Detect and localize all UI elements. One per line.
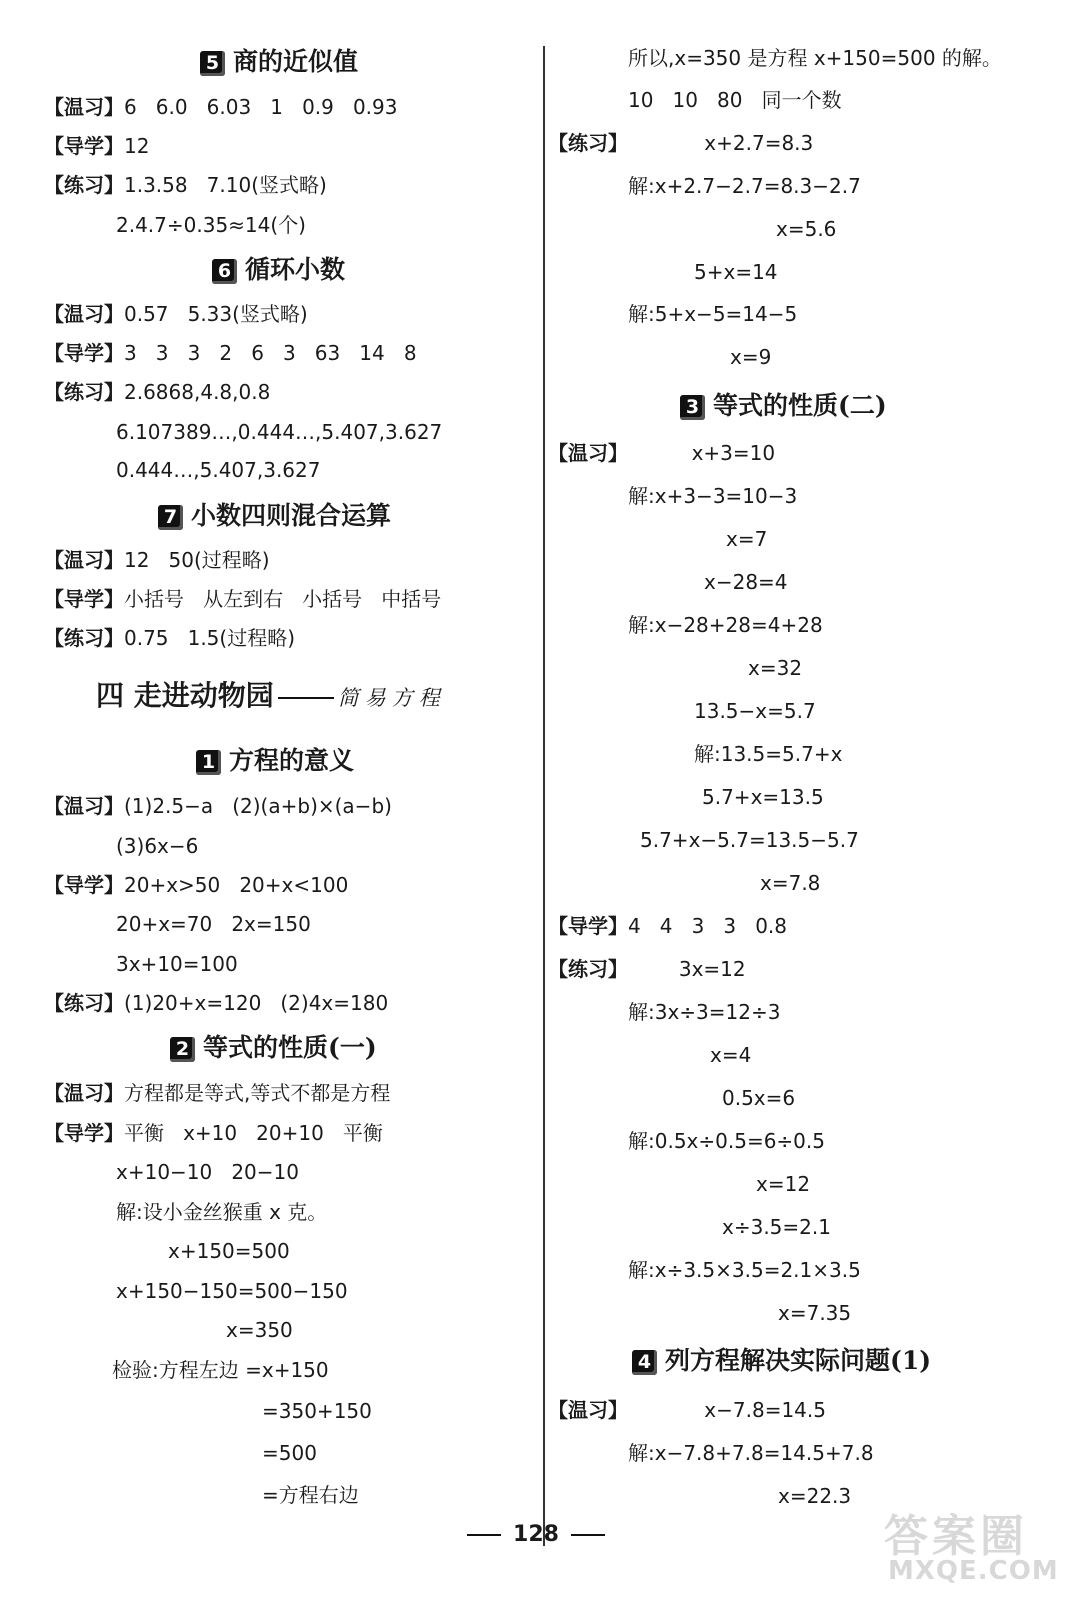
- section-heading: [212, 254, 345, 286]
- answer-text: x+150−150=500−150: [116, 1279, 348, 1303]
- answer-text: 5.7+x−5.7=13.5−5.7: [640, 828, 859, 852]
- answer-text: x=22.3: [778, 1484, 852, 1508]
- answer-line: [44, 1079, 390, 1107]
- answer-text: 解:5+x−5=14−5: [628, 302, 798, 326]
- section-tag: 【温习】: [44, 302, 124, 326]
- section-title: 等式的性质(一): [203, 1033, 377, 1062]
- answer-line: [44, 546, 270, 574]
- answer-text: =方程右边: [262, 1483, 359, 1507]
- answer-line: [548, 912, 787, 940]
- answer-line: [548, 955, 746, 983]
- answer-text: x−28=4: [704, 570, 788, 594]
- answer-text: x=350: [226, 1318, 293, 1342]
- section-heading: [680, 390, 887, 422]
- answer-text: x=7: [726, 527, 768, 551]
- answer-text: x=5.6: [776, 217, 837, 241]
- section-title: 列方程解决实际问题(1): [665, 1346, 932, 1375]
- answer-line: [704, 568, 788, 596]
- answer-text: x=7.35: [778, 1301, 852, 1325]
- answer-line: [628, 172, 861, 200]
- answer-line: [778, 1482, 851, 1510]
- answer-line: [44, 132, 149, 160]
- answer-line: [756, 1170, 810, 1198]
- answer-text: 解:0.5x÷0.5=6÷0.5: [628, 1129, 825, 1153]
- answer-line: [168, 1237, 290, 1265]
- answer-text: x+2.7=8.3: [628, 131, 814, 155]
- answer-text: x=4: [710, 1043, 752, 1067]
- section-title: 商的近似值: [233, 47, 359, 76]
- answer-line: [548, 439, 775, 467]
- section-tag: 【练习】: [44, 626, 124, 650]
- answer-text: x+150=500: [168, 1239, 290, 1263]
- answer-line: [262, 1481, 359, 1509]
- answer-text: 解:x−7.8+7.8=14.5+7.8: [628, 1441, 874, 1465]
- section-tag: 【导学】: [44, 873, 124, 897]
- chapter-subtitle: 简易方程: [337, 686, 446, 710]
- section-tag: 【温习】: [548, 441, 628, 465]
- section-heading: [170, 1032, 377, 1064]
- answer-text: 0.75 1.5(过程略): [124, 626, 296, 650]
- answer-line: [710, 1041, 751, 1069]
- answer-line: [116, 950, 238, 978]
- answer-text: (1)2.5−a (2)(a+b)×(a−b): [124, 794, 392, 818]
- section-number-badge: 2: [170, 1037, 195, 1062]
- answer-text: x=32: [748, 656, 803, 680]
- section-title: 小数四则混合运算: [191, 501, 392, 530]
- answer-line: [628, 998, 780, 1026]
- answer-line: [748, 654, 802, 682]
- answer-text: x=9: [730, 345, 772, 369]
- answer-line: [628, 1127, 825, 1155]
- answer-text: 13.5−x=5.7: [694, 699, 816, 723]
- section-tag: 【导学】: [548, 914, 628, 938]
- answer-line: [44, 171, 327, 199]
- answer-text: 12 50(过程略): [124, 548, 270, 572]
- section-number-badge: 3: [680, 395, 705, 420]
- answer-line: [116, 211, 306, 239]
- section-tag: 【导学】: [44, 134, 124, 158]
- answer-line: [112, 1356, 329, 1384]
- section-title: 循环小数: [245, 255, 346, 284]
- answer-text: 2.4.7÷0.35≈14(个): [116, 213, 306, 237]
- answer-line: [44, 1119, 383, 1147]
- answer-text: x+10−10 20−10: [116, 1160, 299, 1184]
- answer-text: 解:13.5=5.7+x: [694, 742, 843, 766]
- answer-line: [116, 832, 198, 860]
- section-tag: 【导学】: [44, 587, 124, 611]
- section-tag: 【练习】: [44, 173, 124, 197]
- section-heading: [632, 1345, 931, 1377]
- answer-line: [548, 1396, 826, 1424]
- answer-text: 解:3x÷3=12÷3: [628, 1000, 781, 1024]
- answer-line: [116, 1277, 348, 1305]
- answer-text: 20+x>50 20+x<100: [124, 873, 349, 897]
- answer-line: [628, 1439, 874, 1467]
- answer-line: [116, 456, 320, 484]
- answer-line: [640, 826, 859, 854]
- section-number-badge: 5: [200, 51, 225, 76]
- answer-text: (1)20+x=120 (2)4x=180: [124, 991, 389, 1015]
- answer-text: 解:x+3−3=10−3: [628, 484, 798, 508]
- answer-line: [628, 482, 797, 510]
- answer-text: 4 4 3 3 0.8: [628, 914, 787, 938]
- answer-line: [778, 1299, 851, 1327]
- answer-line: [730, 343, 771, 371]
- answer-line: [44, 792, 392, 820]
- answer-line: [548, 129, 813, 157]
- answer-text: x−7.8=14.5: [628, 1398, 826, 1422]
- watermark-logo: 答案圈 MXQE.COM: [884, 1511, 1059, 1586]
- answer-text: 小括号 从左到右 小括号 中括号: [124, 587, 442, 611]
- answer-line: [694, 258, 778, 286]
- answer-text: 方程都是等式,等式不都是方程: [124, 1081, 391, 1105]
- section-tag: 【导学】: [44, 341, 124, 365]
- answer-text: 解:x÷3.5×3.5=2.1×3.5: [628, 1258, 861, 1282]
- answer-text: =350+150: [262, 1399, 372, 1423]
- answer-text: 解:x−28+28=4+28: [628, 613, 823, 637]
- answer-line: [44, 93, 398, 121]
- column-divider: [543, 46, 545, 1546]
- chapter-title: 四 走进动物园: [96, 679, 274, 712]
- answer-text: 3x=12: [628, 957, 746, 981]
- answer-text: 0.5x=6: [722, 1086, 796, 1110]
- answer-text: x=7.8: [760, 871, 821, 895]
- answer-text: 6 6.0 6.03 1 0.9 0.93: [124, 95, 398, 119]
- answer-line: [262, 1439, 317, 1467]
- answer-line: [44, 989, 388, 1017]
- section-number-badge: 1: [196, 750, 221, 775]
- section-tag: 【导学】: [44, 1121, 124, 1145]
- answer-line: [116, 910, 311, 938]
- answer-text: 解:设小金丝猴重 x 克。: [116, 1200, 328, 1224]
- section-number-badge: 4: [632, 1350, 657, 1375]
- answer-line: [702, 783, 824, 811]
- section-tag: 【温习】: [44, 1081, 124, 1105]
- section-heading: [200, 46, 358, 78]
- section-number-badge: 6: [212, 259, 237, 284]
- answer-line: [776, 215, 836, 243]
- answer-text: x÷3.5=2.1: [722, 1215, 831, 1239]
- answer-line: [44, 300, 308, 328]
- answer-text: (3)6x−6: [116, 834, 199, 858]
- answer-text: 解:x+2.7−2.7=8.3−2.7: [628, 174, 861, 198]
- section-tag: 【温习】: [44, 794, 124, 818]
- section-tag: 【练习】: [44, 991, 124, 1015]
- answer-line: [44, 585, 441, 613]
- answer-line: [628, 1256, 861, 1284]
- answer-text: 2.6868,4.8,0.8: [124, 380, 271, 404]
- answer-line: [262, 1397, 372, 1425]
- answer-line: [694, 697, 816, 725]
- answer-text: 12: [124, 134, 150, 158]
- answer-line: [44, 339, 417, 367]
- answer-line: [44, 871, 348, 899]
- section-heading: [196, 745, 354, 777]
- answer-text: 0.444…,5.407,3.627: [116, 458, 321, 482]
- answer-text: 平衡 x+10 20+10 平衡: [124, 1121, 383, 1145]
- answer-line: [628, 611, 823, 639]
- answer-text: 所以,x=350 是方程 x+150=500 的解。: [628, 46, 1002, 70]
- section-tag: 【温习】: [548, 1398, 628, 1422]
- section-number-badge: 7: [158, 505, 183, 530]
- answer-text: x+3=10: [628, 441, 776, 465]
- answer-text: =500: [262, 1441, 317, 1465]
- answer-line: [726, 525, 767, 553]
- answer-text: x=12: [756, 1172, 811, 1196]
- answer-text: 10 10 80 同一个数: [628, 88, 842, 112]
- answer-text: 5+x=14: [694, 260, 778, 284]
- answer-line: [44, 624, 295, 652]
- answer-line: [44, 378, 270, 406]
- answer-line: [226, 1316, 293, 1344]
- answer-line: [628, 86, 842, 114]
- section-heading: [158, 500, 391, 532]
- answer-line: [628, 300, 797, 328]
- answer-text: 3 3 3 2 6 3 63 14 8: [124, 341, 417, 365]
- answer-text: 1.3.58 7.10(竖式略): [124, 173, 327, 197]
- section-tag: 【练习】: [548, 131, 628, 155]
- answer-line: [628, 44, 1002, 72]
- chapter-heading: [96, 678, 446, 716]
- answer-text: 3x+10=100: [116, 952, 238, 976]
- answer-text: 0.57 5.33(竖式略): [124, 302, 308, 326]
- section-tag: 【练习】: [548, 957, 628, 981]
- section-tag: 【温习】: [44, 548, 124, 572]
- section-tag: 【练习】: [44, 380, 124, 404]
- answer-text: 5.7+x=13.5: [702, 785, 824, 809]
- answer-line: [694, 740, 842, 768]
- answer-text: 检验:方程左边 =x+150: [112, 1358, 329, 1382]
- section-tag: 【温习】: [44, 95, 124, 119]
- answer-line: [116, 1198, 327, 1226]
- answer-text: 20+x=70 2x=150: [116, 912, 311, 936]
- section-title: 等式的性质(二): [713, 391, 887, 420]
- answer-text: 6.107389…,0.444…,5.407,3.627: [116, 420, 443, 444]
- answer-line: [116, 1158, 299, 1186]
- answer-line: [722, 1213, 831, 1241]
- answer-line: [116, 418, 442, 446]
- section-title: 方程的意义: [229, 746, 355, 775]
- page-number: 128: [0, 1522, 1072, 1547]
- answer-line: [722, 1084, 795, 1112]
- answer-line: [760, 869, 820, 897]
